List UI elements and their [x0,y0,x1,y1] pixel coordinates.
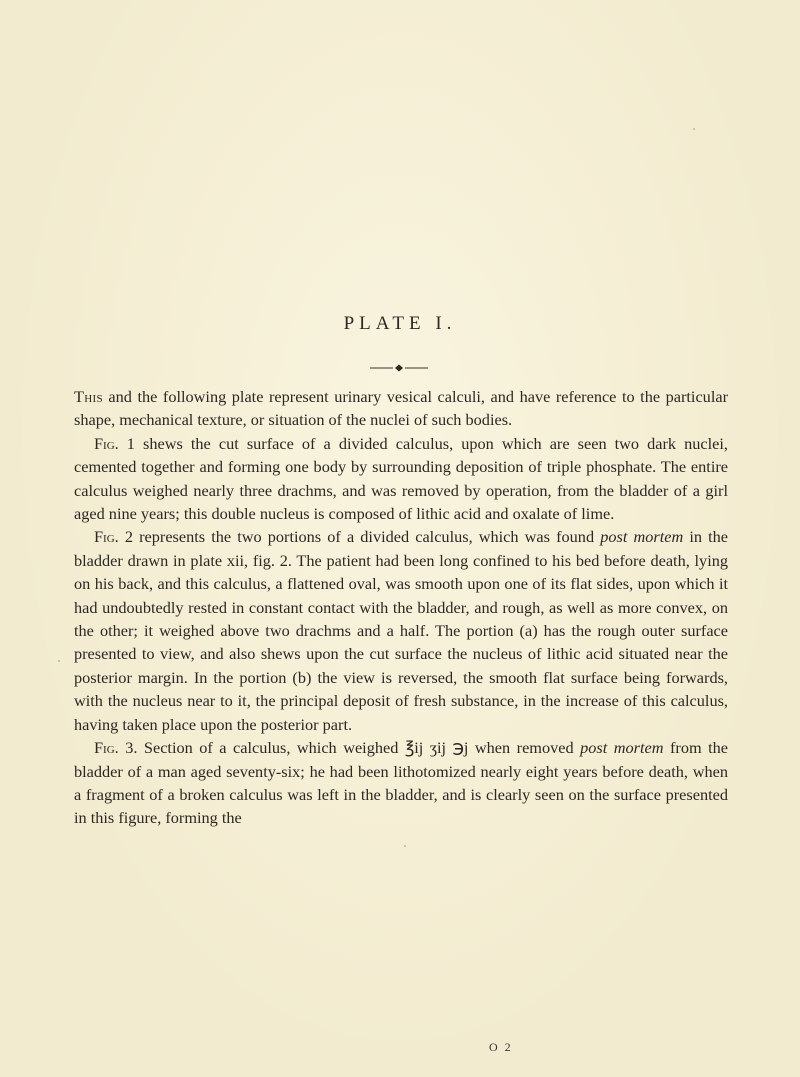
paragraph-fig-3 [74,736,728,830]
paper-speck [693,128,695,130]
paragraph-text: from the bladder of a man aged seventy-six; he had been lithotomized nearly eight years before death, when a fragment of a broken calculus was left in the bladder, and is clearly seen on the surface presented in this figure, forming the [74,738,729,828]
page-title: PLATE I. [343,313,457,334]
paper-speck [58,660,60,662]
italic-phrase: post mortem [580,738,664,758]
paragraph-text: represents the two portions of a divided calculus, which was found [133,527,601,547]
figure-label: Fig. 3. [94,738,138,758]
lead-word: This [74,387,103,406]
italic-phrase: post mortem [600,527,684,547]
paragraph-intro [74,385,728,432]
divider-ornament-icon [368,363,430,373]
paragraph-fig-1 [74,432,728,526]
figure-label: Fig. 2 [94,527,133,547]
paragraph-text: shews the cut surface of a divided calculus, upon which are seen two dark nuclei, cemented together and forming one body by surrounding deposition of triple phosphate. The entire calculus weighed nearly three drachms, and was removed by operation, from the bladder of a girl aged nine years; this double nucleus is composed of lithic acid and oxalate of lime. [74,433,728,524]
signature-mark: O 2 [489,1040,513,1054]
paragraph-text: Section of a calculus, which weighed ℥ij ʒij ℈j when removed [137,738,581,758]
paper-speck [404,845,406,847]
paragraph-fig-2 [74,525,728,736]
figure-label: Fig. 1 [94,433,135,453]
paragraph-text: and the following plate represent urinary vesical calculi, and have reference to the particular shape, mechanical texture, or situation of the nuclei of such bodies. [74,387,728,430]
body-text [74,385,728,830]
paragraph-text: in the bladder drawn in plate xii, fig. 2. The patient had been long confined to his bed before death, lying on his back, and this calculus, a flattened oval, was smooth upon one of its flat sides, upon which it had undoubtedly rested in constant contact with the bladder, and rough, as well as more convex, on the other; it weighed above two drachms and a half. The portion (a) has the rough outer surface presented to view, and also shews upon the cut surface the nucleus of lithic acid situated near the posterior margin. In the portion (b) the view is reversed, the smooth flat surface being forwards, with the nucleus near to it, the principal deposit of fresh substance, in the increase of this calculus, having taken place upon the posterior part. [74,527,729,734]
